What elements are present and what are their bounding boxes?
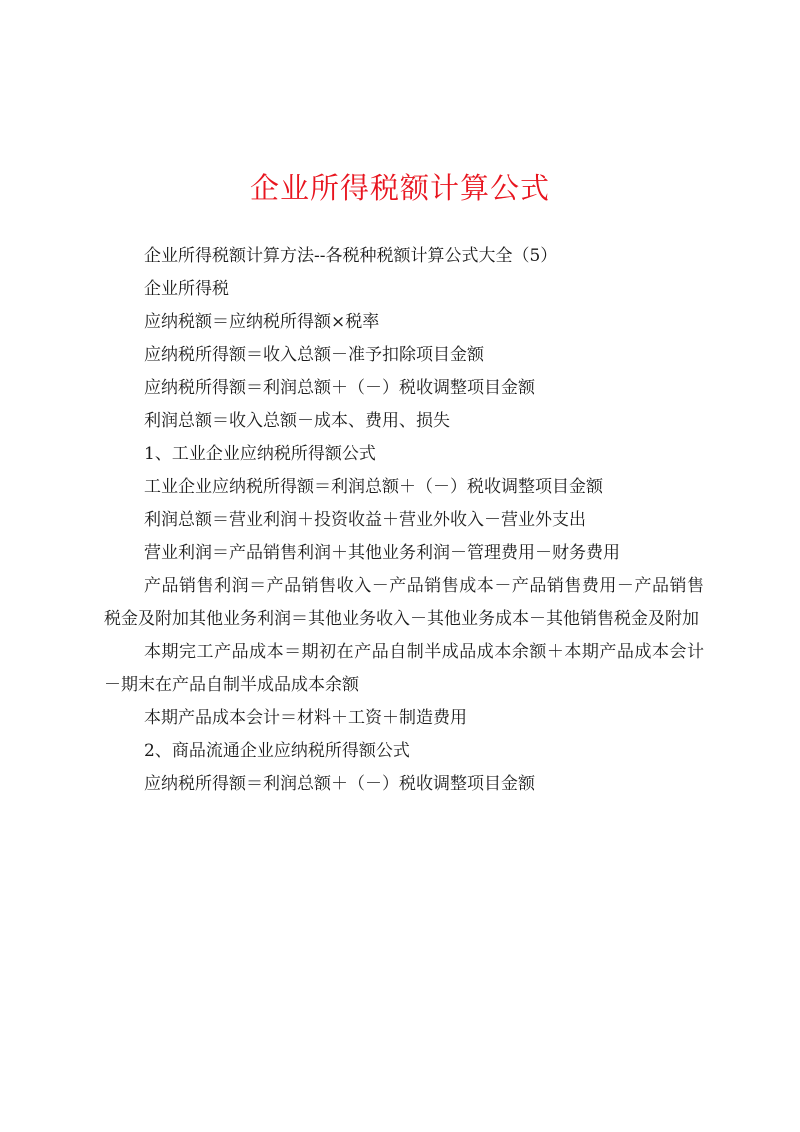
paragraph-formula-profit-breakdown: 利润总额＝营业利润＋投资收益＋营业外收入－营业外支出 xyxy=(144,510,586,530)
paragraph-section-industrial: 1、工业企业应纳税所得额公式 xyxy=(144,444,376,464)
paragraph-formula-operating-profit: 营业利润＝产品销售利润＋其他业务利润－管理费用－财务费用 xyxy=(144,543,620,563)
paragraph-formula-tax-payable: 应纳税额＝应纳税所得额×税率 xyxy=(144,312,380,332)
paragraph-heading-income-tax: 企业所得税 xyxy=(144,279,229,299)
paragraph-formula-sales-profit: 产品销售利润＝产品销售收入－产品销售成本－产品销售费用－产品销售税金及附加其他业务利润＝其他业务收入－其他业务成本－其他销售税金及附加 xyxy=(104,576,704,629)
page-title: 企业所得税额计算公式 xyxy=(249,171,550,205)
paragraph-formula-commercial: 应纳税所得额＝利润总额＋（－）税收调整项目金额 xyxy=(144,774,535,794)
paragraph-formula-period-cost: 本期产品成本会计＝材料＋工资＋制造费用 xyxy=(144,708,467,728)
paragraph-formula-taxable-income-1: 应纳税所得额＝收入总额－准予扣除项目金额 xyxy=(144,345,484,365)
paragraph-formula-taxable-income-2: 应纳税所得额＝利润总额＋（－）税收调整项目金额 xyxy=(144,378,535,398)
paragraph-section-commercial: 2、商品流通企业应纳税所得额公式 xyxy=(144,741,410,761)
paragraph-formula-total-profit: 利润总额＝收入总额－成本、费用、损失 xyxy=(144,411,450,431)
document-body xyxy=(104,240,704,801)
paragraph-formula-finished-cost: 本期完工产品成本＝期初在产品自制半成品成本余额＋本期产品成本会计－期末在产品自制半成品成本余额 xyxy=(104,642,704,695)
paragraph-intro: 企业所得税额计算方法--各税种税额计算公式大全（5） xyxy=(144,246,558,266)
paragraph-formula-industrial: 工业企业应纳税所得额＝利润总额＋（－）税收调整项目金额 xyxy=(144,477,603,497)
